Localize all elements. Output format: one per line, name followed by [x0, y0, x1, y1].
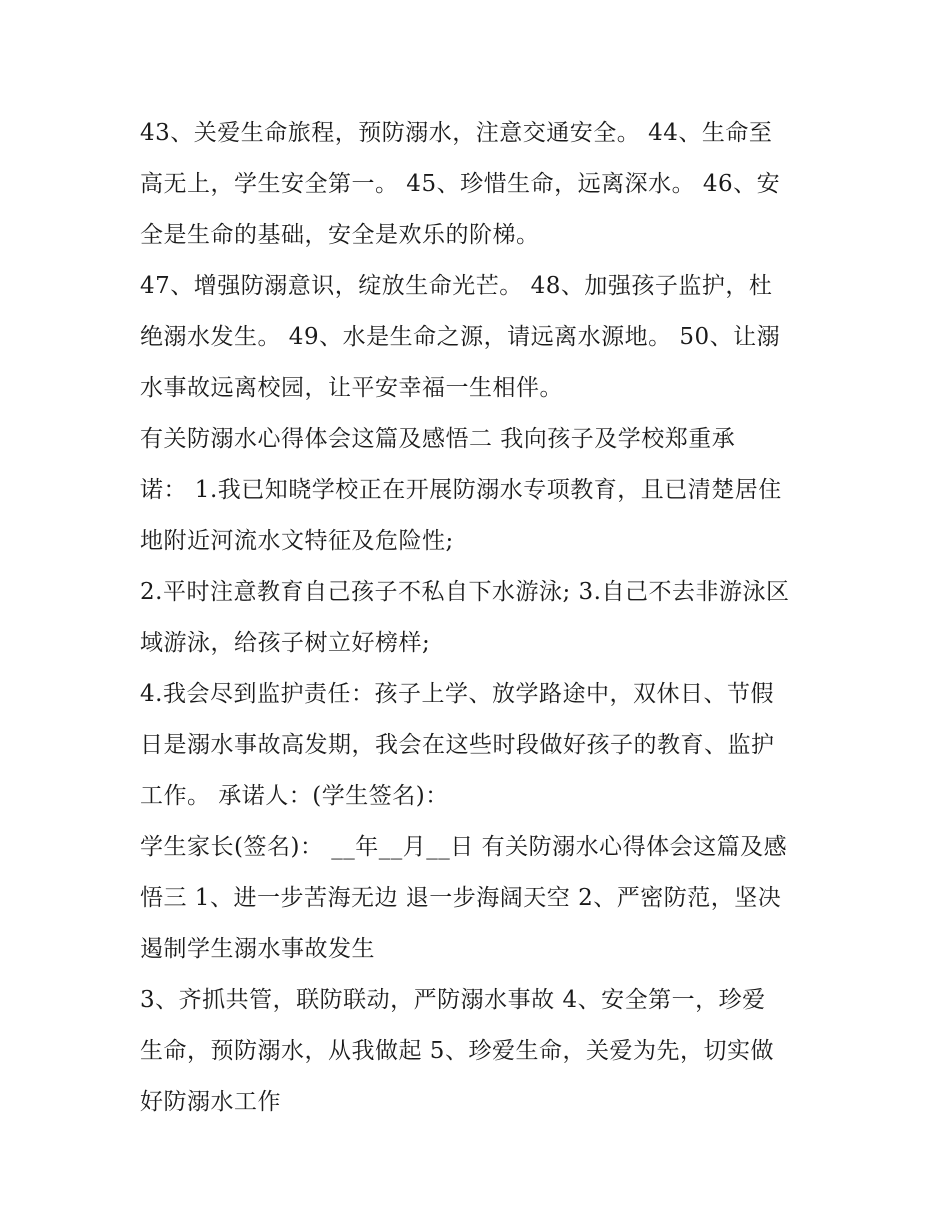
text-line: 绝溺水发生。 49、水是生命之源，请远离水源地。 50、让溺	[140, 324, 781, 350]
text-line: 有关防溺水心得体会这篇及感悟二 我向孩子及学校郑重承	[140, 426, 736, 452]
text-line: 诺： 1.我已知晓学校正在开展防溺水专项教育，且已清楚居住	[140, 477, 782, 503]
text-line: 日是溺水事故高发期，我会在这些时段做好孩子的教育、监护	[140, 732, 775, 758]
text-line: 3、齐抓共管，联防联动，严防溺水事故 4、安全第一，珍爱	[140, 987, 766, 1013]
text-line: 工作。 承诺人：(学生签名)：	[140, 783, 449, 809]
text-line: 地附近河流水文特征及危险性;	[140, 528, 454, 554]
text-line: 4.我会尽到监护责任：孩子上学、放学路途中，双休日、节假	[140, 681, 774, 707]
text-line: 悟三 1、进一步苦海无边 退一步海阔天空 2、严密防范，坚决	[140, 885, 782, 911]
text-line: 全是生命的基础，安全是欢乐的阶梯。	[140, 222, 540, 248]
text-line: 域游泳，给孩子树立好榜样;	[140, 630, 431, 656]
text-line: 水事故远离校园，让平安幸福一生相伴。	[140, 375, 563, 401]
text-line: 生命，预防溺水，从我做起 5、珍爱生命，关爱为先，切实做	[140, 1038, 774, 1064]
text-line: 遏制学生溺水事故发生	[140, 936, 375, 962]
text-line: 47、增强防溺意识，绽放生命光芒。 48、加强孩子监护，杜	[140, 273, 773, 299]
text-line: 高无上，学生安全第一。 45、珍惜生命，远离深水。 46、安	[140, 171, 781, 197]
text-line: 学生家长(签名)： __年__月__日 有关防溺水心得体会这篇及感	[140, 834, 788, 860]
text-line: 好防溺水工作	[140, 1089, 281, 1115]
text-line: 2.平时注意教育自己孩子不私自下水游泳; 3.自己不去非游泳区	[140, 579, 790, 605]
document-body	[140, 108, 820, 1128]
text-line: 43、关爱生命旅程，预防溺水，注意交通安全。 44、生命至	[140, 120, 773, 146]
